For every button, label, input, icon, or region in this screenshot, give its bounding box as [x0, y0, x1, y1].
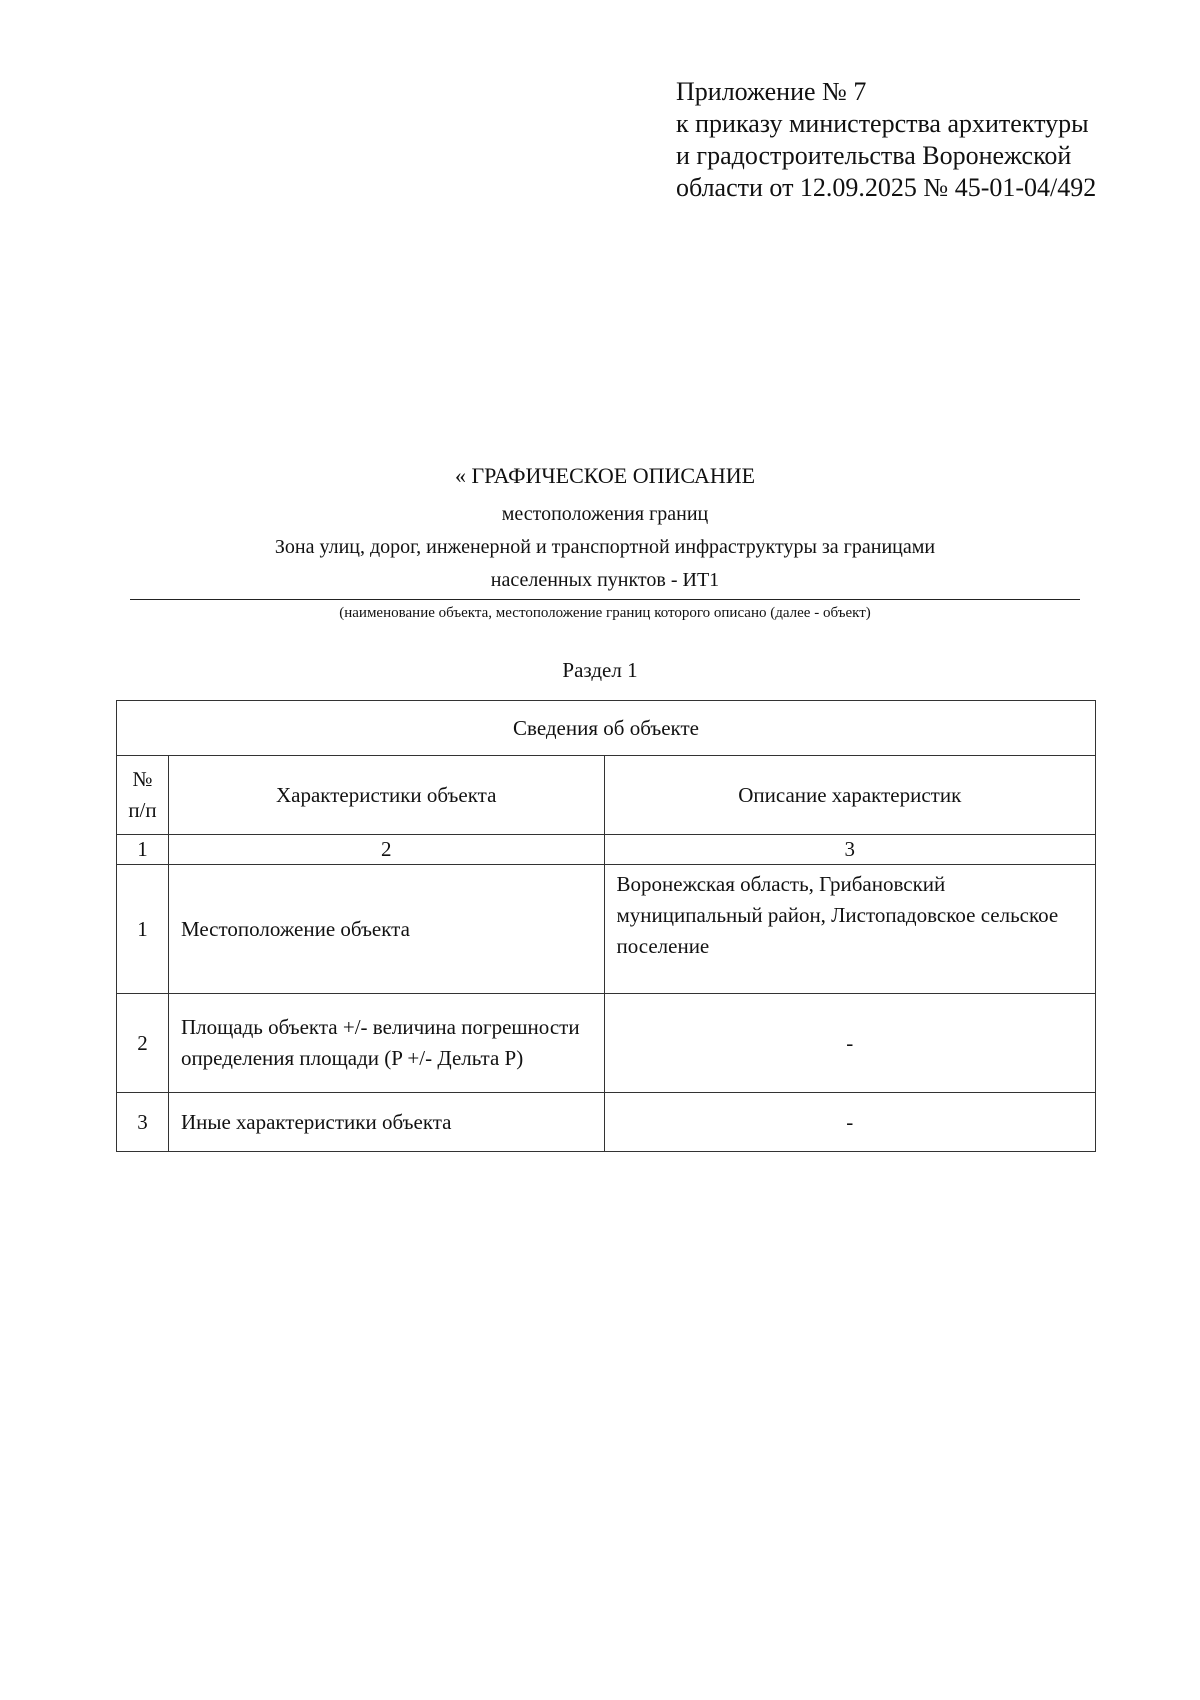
column-index: 3 [604, 835, 1096, 865]
object-name-line-1: Зона улиц, дорог, инженерной и транспортной инфраструктуры за границами [274, 536, 936, 558]
row-number: 2 [117, 994, 169, 1093]
column-index-row [117, 835, 1096, 865]
document-title: « ГРАФИЧЕСКОЕ ОПИСАНИЕ [454, 463, 756, 488]
table-row [117, 994, 1096, 1093]
row-description: - [604, 1093, 1096, 1152]
appendix-line: к приказу министерства архитектуры [676, 109, 1089, 138]
table-heading: Сведения об объекте [117, 701, 1096, 756]
appendix-line: Приложение № 7 [676, 77, 867, 106]
table-header-row [117, 756, 1096, 835]
table-row [117, 865, 1096, 994]
row-number: 3 [117, 1093, 169, 1152]
document-subtitle: местоположения границ [501, 503, 709, 525]
row-characteristic: Местоположение объекта [168, 865, 604, 994]
column-index: 1 [117, 835, 169, 865]
row-characteristic: Площадь объекта +/- величина погрешности определения площади (P +/- Дельта P) [168, 994, 604, 1093]
row-description: Воронежская область, Грибановский муниципальный район, Листопадовское сельское поселение [604, 865, 1096, 994]
appendix-header [676, 76, 1176, 204]
table-heading-row [117, 701, 1096, 756]
appendix-line: области от 12.09.2025 № 45-01-04/492 [676, 173, 1097, 202]
column-header-num-line-1: № [132, 767, 153, 791]
table-row [117, 1093, 1096, 1152]
document-title-block [130, 462, 1080, 624]
column-header-num [117, 756, 169, 835]
row-characteristic: Иные характеристики объекта [168, 1093, 604, 1152]
object-name-line-2: населенных пунктов - ИТ1 [490, 569, 720, 591]
object-info-table [116, 700, 1096, 1152]
object-name-caption: (наименование объекта, местоположение границ которого описано (далее - объект) [339, 605, 871, 621]
column-header-num-line-2: п/п [128, 798, 157, 822]
column-index: 2 [168, 835, 604, 865]
object-name-underline [130, 599, 1080, 600]
section-label: Раздел 1 [562, 658, 638, 682]
column-header-description: Описание характеристик [604, 756, 1096, 835]
appendix-line: и градостроительства Воронежской [676, 141, 1072, 170]
column-header-characteristics: Характеристики объекта [168, 756, 604, 835]
row-description: - [604, 994, 1096, 1093]
row-number: 1 [117, 865, 169, 994]
